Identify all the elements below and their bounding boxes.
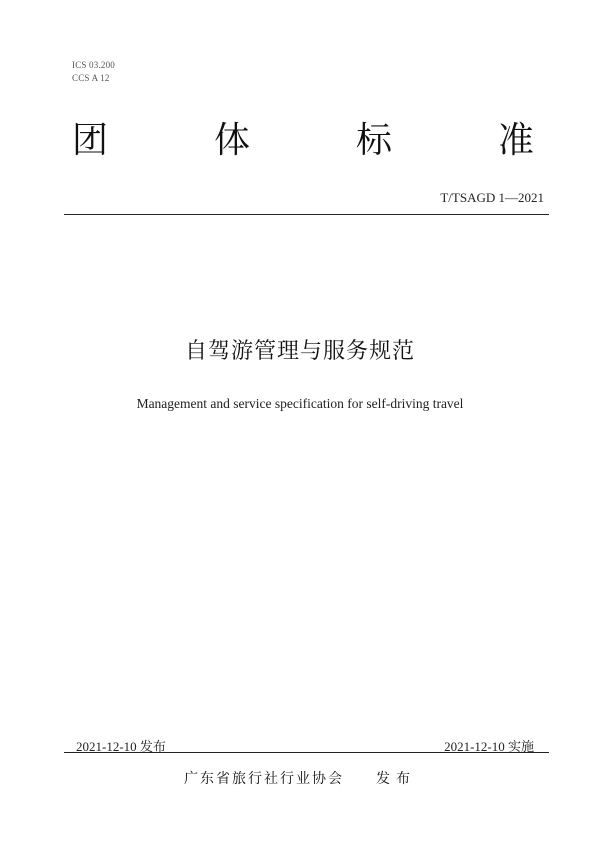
standard-type-char: 团 <box>72 120 109 161</box>
standard-type-char: 标 <box>355 120 392 161</box>
ics-code: ICS 03.200 <box>72 60 116 70</box>
title-chinese: 自驾游管理与服务规范 <box>184 339 415 364</box>
bottom-divider <box>64 752 549 753</box>
issuer-line <box>0 768 600 788</box>
implementation-date: 2021-12-10 实施 <box>444 739 534 754</box>
standard-number: T/TSAGD 1—2021 <box>440 190 544 205</box>
standard-type-char: 体 <box>213 120 250 161</box>
standard-type-char: 准 <box>497 120 534 161</box>
issuer-action: 发布 <box>376 771 416 787</box>
title-english: Management and service specification for self-driving travel <box>136 396 464 411</box>
issuer-name: 广东省旅行社行业协会 <box>184 771 344 787</box>
issue-date: 2021-12-10 发布 <box>76 739 166 754</box>
standard-type-heading <box>72 117 534 165</box>
top-divider <box>64 214 549 215</box>
ccs-code: CCS A 12 <box>72 73 110 83</box>
